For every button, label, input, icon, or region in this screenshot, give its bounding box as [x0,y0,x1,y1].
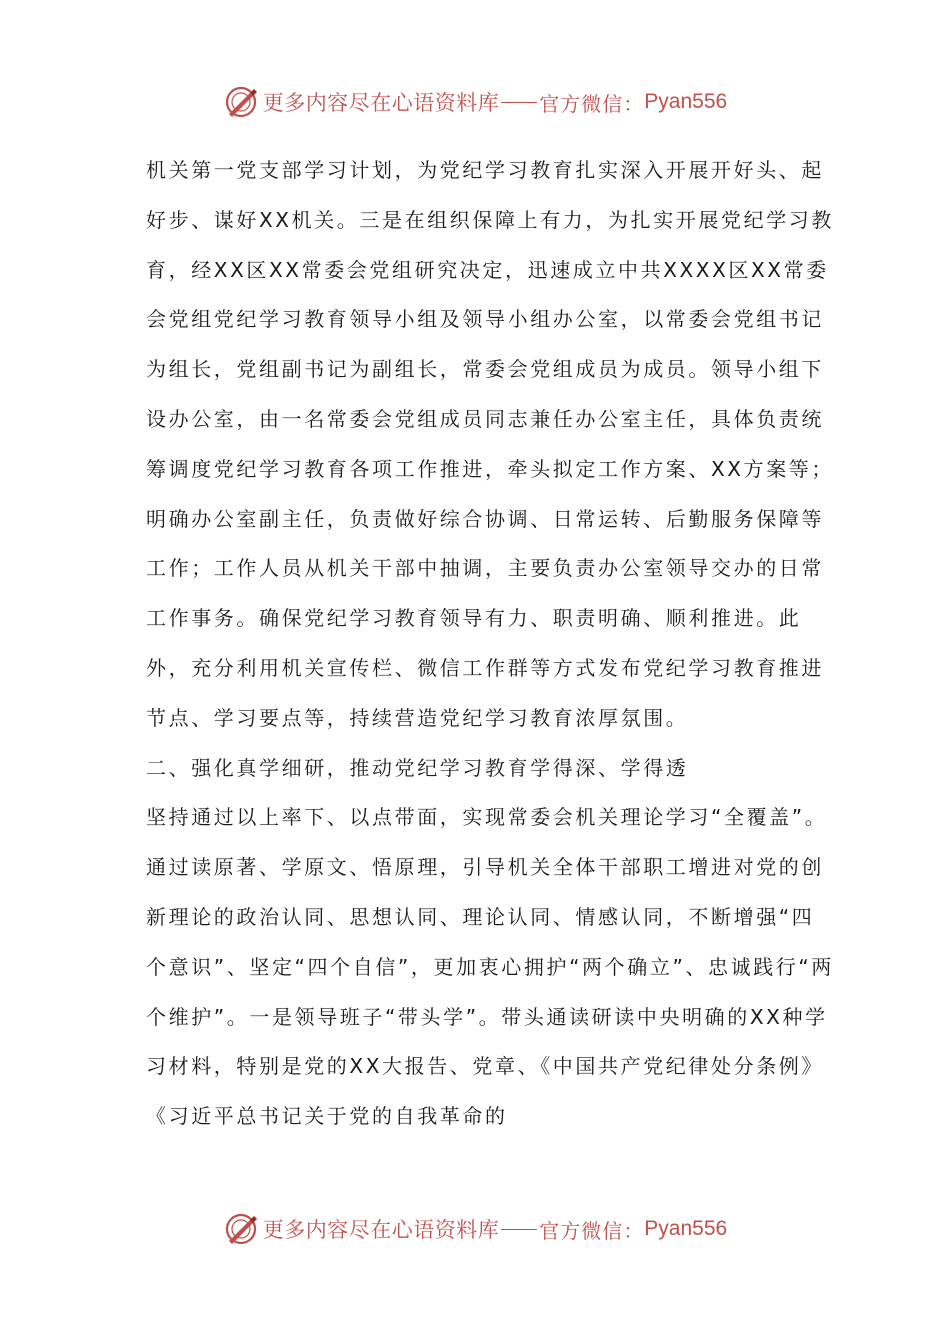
banner-wechat-id: Pyan556 [644,1217,728,1240]
document-body [146,146,836,1142]
banner-wechat-label: 官方微信： [539,1218,645,1243]
banner-wechat-id: Pyan556 [644,90,728,113]
pen-logo-icon [223,1211,259,1247]
banner-divider [501,102,537,103]
footer-banner [0,1207,950,1251]
pen-logo-icon [223,84,259,120]
banner-divider [501,1229,537,1230]
body-paragraph: 坚持通过以上率下、以点带面，实现常委会机关理论学习“全覆盖”。通过读原著、学原文、悟原理，引导机关全体干部职工增进对党的创新理论的政治认同、思想认同、理论认同、情感认同，不断增强“四个意识”、坚定“四个自信”，更加衷心拥护“两个确立”、忠诚践行“两个维护”。一是领导班子“带头学”。带头通读研读中央明确的XX种学习材料，特别是党的XX大报告、党章、《中国共产党纪律处分条例》《习近平总书记关于党的自我革命的 [146,805,834,1129]
banner-wechat-label: 官方微信： [539,91,645,116]
banner-main-text: 更多内容尽在心语资料库 [262,1218,500,1242]
header-banner [0,80,950,124]
section-heading: 二、强化真学细研，推动党纪学习教育学得深、学得透 [146,755,689,780]
body-paragraph: 机关第一党支部学习计划，为党纪学习教育扎实深入开展开好头、起好步、谋好XX机关。三是在组织保障上有力，为扎实开展党纪学习教育，经XX区XX常委会党组研究决定，迅速成立中共XXXX区XX常委会党组党纪学习教育领导小组及领导小组办公室，以常委会党组书记为组长，党组副书记为副组长，常委会党组成员为成员。领导小组下设办公室，由一名常委会党组成员同志兼任办公室主任，具体负责统筹调度党纪学习教育各项工作推进，牵头拟定工作方案、XX方案等；明确办公室副主任，负责做好综合协调、日常运转、后勤服务保障等工作；工作人员从机关干部中抽调，主要负责办公室领导交办的日常工作事务。确保党纪学习教育领导有力、职责明确、顺利推进。此外，充分利用机关宣传栏、微信工作群等方式发布党纪学习教育推进节点、学习要点等，持续营造党纪学习教育浓厚氛围。 [146,158,835,730]
banner-main-text: 更多内容尽在心语资料库 [262,91,500,115]
